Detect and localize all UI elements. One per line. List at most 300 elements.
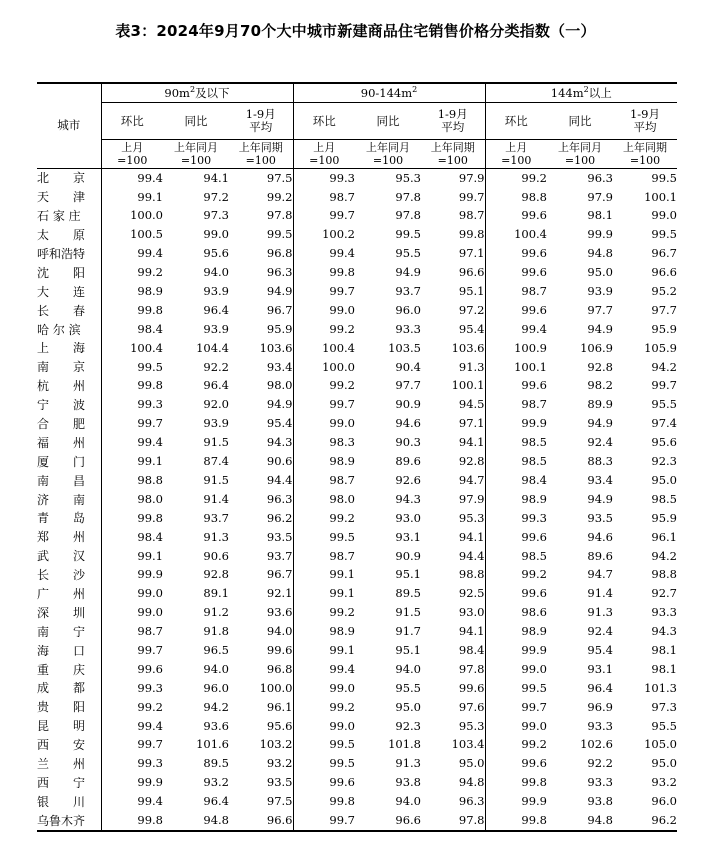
index-value: 99.3 [485,509,547,528]
index-value: 90.6 [266,454,293,469]
base-header-cell: 上年同月 =100 [163,140,229,169]
index-value: 99.0 [137,586,163,601]
city-name: 武 汉 [37,547,101,566]
index-value: 99.9 [137,567,163,582]
index-value: 98.9 [485,490,547,509]
index-value: 88.3 [587,454,613,469]
index-value: 98.7 [293,471,355,490]
index-value: 99.5 [266,227,293,242]
index-value: 98.7 [485,282,547,301]
index-value: 94.0 [203,661,229,676]
index-value: 94.9 [266,284,293,299]
index-value: 91.5 [203,472,229,487]
index-value: 95.5 [651,718,677,733]
index-value: 96.6 [355,811,421,831]
index-value: 99.9 [485,641,547,660]
city-name: 南 京 [37,358,101,377]
index-value: 99.6 [485,528,547,547]
index-value: 98.4 [458,642,485,657]
index-value: 94.8 [587,246,613,261]
table-row [37,415,677,434]
index-value: 104.4 [196,340,229,355]
index-value: 100.0 [130,208,163,223]
index-value: 93.4 [587,472,613,487]
index-value: 96.1 [651,529,677,544]
index-value: 93.6 [203,718,229,733]
index-value: 94.3 [651,624,677,639]
index-value: 96.7 [266,302,293,317]
index-value: 97.8 [458,661,485,676]
city-name: 太 原 [37,226,101,245]
index-value: 99.0 [293,679,355,698]
index-value: 92.6 [395,472,421,487]
index-value: 100.1 [485,358,547,377]
city-name: 西 安 [37,736,101,755]
index-value: 99.0 [485,660,547,679]
index-value: 99.0 [137,605,163,620]
index-value: 96.5 [203,642,229,657]
index-value: 89.6 [395,454,421,469]
index-value: 91.4 [587,586,613,601]
index-value: 95.3 [458,510,485,525]
index-value: 93.5 [266,775,293,790]
city-name: 宁 波 [37,396,101,415]
index-value: 99.2 [293,377,355,396]
table-row [37,471,677,490]
table-row [37,490,677,509]
table-row [37,603,677,622]
index-value: 101.3 [644,680,677,695]
table-row [37,207,677,226]
index-value: 99.6 [137,661,163,676]
index-value: 95.5 [395,246,421,261]
index-value: 94.0 [395,794,421,809]
index-value: 99.7 [137,737,163,752]
index-value: 97.6 [458,699,485,714]
city-name: 哈 尔 滨 [37,320,101,339]
index-value: 99.7 [485,698,547,717]
index-value: 99.1 [137,548,163,563]
index-value: 93.1 [587,661,613,676]
city-name: 昆 明 [37,717,101,736]
base-header-cell: 上年同月 =100 [547,140,613,169]
index-value: 99.8 [458,227,485,242]
index-value: 95.6 [266,718,293,733]
city-name: 长 春 [37,301,101,320]
index-value: 99.2 [137,265,163,280]
table-row [37,452,677,471]
table-row [37,811,677,831]
index-value: 94.9 [587,416,613,431]
index-value: 97.8 [395,189,421,204]
index-value: 99.2 [137,699,163,714]
index-value: 96.4 [203,302,229,317]
index-value: 99.5 [485,679,547,698]
table-row [37,528,677,547]
index-value: 100.0 [293,358,355,377]
index-value: 99.2 [485,736,547,755]
index-value: 93.3 [395,321,421,336]
index-value: 96.0 [651,794,677,809]
base-header-cell: 上年同月 =100 [355,140,421,169]
city-name: 成 都 [37,679,101,698]
index-value: 98.6 [485,603,547,622]
city-name: 福 州 [37,433,101,452]
table-row [37,377,677,396]
index-value: 94.0 [203,265,229,280]
index-value: 93.9 [203,321,229,336]
index-value: 97.2 [203,189,229,204]
index-value: 94.8 [163,811,229,831]
index-value: 99.9 [587,227,613,242]
sub-header-cell: 1-9月 平均 [613,103,677,140]
index-value: 95.5 [651,397,677,412]
base-header-cell: 上年同期 =100 [421,140,485,169]
table-row [37,585,677,604]
index-value: 95.2 [651,284,677,299]
index-value: 94.0 [266,624,293,639]
city-name: 石 家 庄 [37,207,101,226]
index-value: 99.6 [293,774,355,793]
index-value: 93.4 [266,359,293,374]
index-value: 98.3 [293,433,355,452]
index-value: 105.0 [644,737,677,752]
table-title: 表3：2024年9月70个大中城市新建商品住宅销售价格分类指数（一） [115,22,596,40]
city-name: 广 州 [37,585,101,604]
index-value: 99.6 [485,245,547,264]
base-header-cell: 上年同期 =100 [613,140,677,169]
index-value: 103.5 [388,340,421,355]
index-value: 99.5 [293,736,355,755]
table-row [37,169,677,188]
index-value: 99.0 [485,717,547,736]
sub-header-cell: 同比 [163,103,229,140]
sub-header-cell: 1-9月 平均 [229,103,293,140]
index-value: 99.8 [137,378,163,393]
base-header-cell: 上年同期 =100 [229,140,293,169]
index-value: 98.5 [485,547,547,566]
index-value: 94.9 [395,265,421,280]
table-row [37,245,677,264]
index-value: 96.3 [587,170,613,185]
index-value: 96.7 [651,246,677,261]
index-value: 101.6 [196,737,229,752]
index-value: 99.6 [485,207,547,226]
table-row [37,792,677,811]
index-value: 100.0 [259,680,293,695]
sub-header-cell: 同比 [355,103,421,140]
index-value: 94.9 [587,321,613,336]
index-value: 90.6 [203,548,229,563]
city-name: 呼和浩特 [37,245,101,264]
index-value: 95.4 [587,642,613,657]
index-value: 89.6 [587,548,613,563]
table-row [37,282,677,301]
index-value: 99.7 [458,189,485,204]
city-name: 大 连 [37,282,101,301]
city-name: 沈 阳 [37,263,101,282]
index-value: 99.4 [137,435,163,450]
index-value: 99.4 [137,718,163,733]
index-value: 94.6 [587,529,613,544]
table-row [37,774,677,793]
index-value: 92.3 [651,454,677,469]
index-value: 94.1 [203,170,229,185]
index-value: 99.7 [293,282,355,301]
index-value: 98.0 [266,378,293,393]
index-value: 91.8 [203,624,229,639]
index-value: 95.0 [651,756,677,771]
city-name: 西 宁 [37,774,101,793]
index-value: 99.8 [485,774,547,793]
index-value: 98.5 [485,433,547,452]
index-value: 94.9 [266,397,293,412]
city-name: 兰 州 [37,755,101,774]
table-row [37,320,677,339]
index-value: 96.6 [229,811,293,831]
index-value: 99.0 [293,301,355,320]
index-value: 87.4 [203,454,229,469]
table-row [37,755,677,774]
index-value: 98.7 [293,547,355,566]
index-value: 97.1 [458,416,485,431]
index-value: 93.2 [266,756,293,771]
index-value: 95.9 [266,321,293,336]
index-value: 98.4 [485,471,547,490]
table-header [37,83,677,169]
index-value: 99.5 [395,227,421,242]
index-value: 93.6 [266,605,293,620]
city-name: 天 津 [37,188,101,207]
index-value: 96.0 [395,302,421,317]
index-value: 94.1 [458,624,485,639]
index-value: 96.8 [266,246,293,261]
city-name: 北 京 [37,169,101,188]
index-value: 89.1 [203,586,229,601]
index-value: 99.7 [293,207,355,226]
index-value: 99.3 [137,397,163,412]
index-value: 94.5 [458,397,485,412]
index-value: 93.3 [587,718,613,733]
index-value: 89.9 [587,397,613,412]
index-value: 99.1 [137,454,163,469]
city-name: 济 南 [37,490,101,509]
index-value: 95.0 [587,265,613,280]
index-value: 98.5 [651,491,677,506]
index-value: 94.3 [266,435,293,450]
index-value: 96.0 [203,680,229,695]
index-value: 98.9 [293,452,355,471]
table-row [37,301,677,320]
group-header-144-above: $144m^2$以上 [485,83,677,103]
index-value: 97.7 [587,302,613,317]
index-value: 97.5 [266,794,293,809]
index-value: 99.8 [293,263,355,282]
index-value: 93.2 [203,775,229,790]
index-value: 99.7 [137,642,163,657]
index-value: 97.9 [587,189,613,204]
index-value: 94.3 [395,491,421,506]
table-row [37,188,677,207]
index-value: 97.3 [203,208,229,223]
index-value: 99.7 [293,811,355,831]
index-value: 93.2 [651,775,677,790]
index-value: 100.4 [293,339,355,358]
index-value: 91.7 [395,624,421,639]
index-value: 96.4 [587,680,613,695]
index-value: 99.4 [485,320,547,339]
table-row [37,641,677,660]
index-value: 103.2 [259,737,293,752]
index-value: 99.6 [266,642,293,657]
index-value: 96.3 [266,491,293,506]
index-value: 96.9 [587,699,613,714]
index-value: 92.4 [587,624,613,639]
index-value: 98.2 [587,378,613,393]
index-value: 99.5 [293,755,355,774]
index-value: 93.8 [395,775,421,790]
city-name: 厦 门 [37,452,101,471]
index-value: 91.3 [458,359,485,374]
index-value: 99.2 [485,169,547,188]
index-value: 92.2 [587,756,613,771]
index-value: 91.3 [587,605,613,620]
index-value: 99.5 [651,227,677,242]
index-value: 99.4 [137,170,163,185]
index-value: 99.2 [485,566,547,585]
index-value: 94.7 [587,567,613,582]
index-value: 97.8 [266,208,293,223]
index-value: 99.3 [137,756,163,771]
index-value: 99.2 [293,320,355,339]
city-name: 南 宁 [37,622,101,641]
index-value: 99.1 [293,585,355,604]
city-column-header: 城市 [37,83,101,169]
index-value: 103.6 [451,340,485,355]
index-value: 93.7 [395,284,421,299]
index-value: 99.2 [293,698,355,717]
index-value: 96.6 [458,265,485,280]
table-row [37,698,677,717]
index-value: 89.5 [203,756,229,771]
index-value: 92.1 [266,586,293,601]
index-value: 99.0 [293,717,355,736]
index-value: 94.8 [547,811,613,831]
index-value: 99.6 [485,263,547,282]
index-value: 99.9 [137,775,163,790]
index-value: 98.7 [293,188,355,207]
city-name: 南 昌 [37,471,101,490]
price-index-table [37,82,677,832]
index-value: 100.4 [130,340,163,355]
index-value: 94.2 [651,359,677,374]
index-value: 97.7 [651,302,677,317]
index-value: 98.8 [137,472,163,487]
index-value: 93.3 [651,605,677,620]
index-value: 100.1 [644,189,677,204]
table-row [37,358,677,377]
city-name: 深 圳 [37,603,101,622]
index-value: 92.8 [203,567,229,582]
sub-header-cell: 同比 [547,103,613,140]
group-header-row [37,83,677,103]
index-value: 95.0 [458,756,485,771]
index-value: 95.6 [203,246,229,261]
index-value: 99.6 [458,680,485,695]
index-value: 92.7 [651,586,677,601]
index-value: 99.8 [485,811,547,831]
table-row [37,396,677,415]
index-value: 94.2 [651,548,677,563]
index-value: 98.4 [137,321,163,336]
index-value: 97.7 [395,378,421,393]
index-value: 97.3 [651,699,677,714]
sub-header-cell: 环比 [485,103,547,140]
index-value: 98.9 [485,622,547,641]
index-value: 100.5 [130,227,163,242]
index-value: 90.3 [395,435,421,450]
index-value: 90.9 [395,397,421,412]
index-value: 99.5 [137,359,163,374]
city-name: 长 沙 [37,566,101,585]
index-value: 89.5 [395,586,421,601]
index-value: 99.4 [137,246,163,261]
index-value: 93.5 [587,510,613,525]
index-value: 105.9 [644,340,677,355]
index-value: 93.0 [395,510,421,525]
index-value: 97.9 [458,491,485,506]
index-value: 97.8 [421,811,485,831]
index-value: 99.1 [293,641,355,660]
index-value: 92.8 [587,359,613,374]
table-row [37,226,677,245]
index-value: 99.6 [485,755,547,774]
index-value: 99.1 [293,566,355,585]
group-header-90-144: $90-144m^2$ [293,83,485,103]
city-name: 合 肥 [37,415,101,434]
index-value: 98.7 [485,396,547,415]
base-header-cell: 上月 =100 [293,140,355,169]
index-value: 93.7 [266,548,293,563]
index-value: 92.0 [203,397,229,412]
index-value: 91.5 [395,605,421,620]
index-value: 97.9 [458,170,485,185]
index-value: 99.9 [485,415,547,434]
city-name: 贵 阳 [37,698,101,717]
index-value: 99.0 [651,208,677,223]
sub-header-cell: 1-9月 平均 [421,103,485,140]
index-value: 96.4 [203,794,229,809]
table-row [37,660,677,679]
table-row [37,566,677,585]
index-value: 98.9 [293,622,355,641]
index-value: 95.1 [458,284,485,299]
index-value: 92.4 [587,435,613,450]
index-value: 95.4 [266,416,293,431]
index-value: 98.8 [458,567,485,582]
index-value: 95.3 [395,170,421,185]
index-value: 94.0 [395,661,421,676]
index-value: 92.8 [458,454,485,469]
index-value: 99.4 [293,245,355,264]
table-row [37,339,677,358]
index-value: 95.0 [395,699,421,714]
index-value: 95.9 [651,321,677,336]
index-value: 99.5 [651,170,677,185]
index-value: 94.8 [458,775,485,790]
index-value: 94.2 [203,699,229,714]
city-name: 郑 州 [37,528,101,547]
